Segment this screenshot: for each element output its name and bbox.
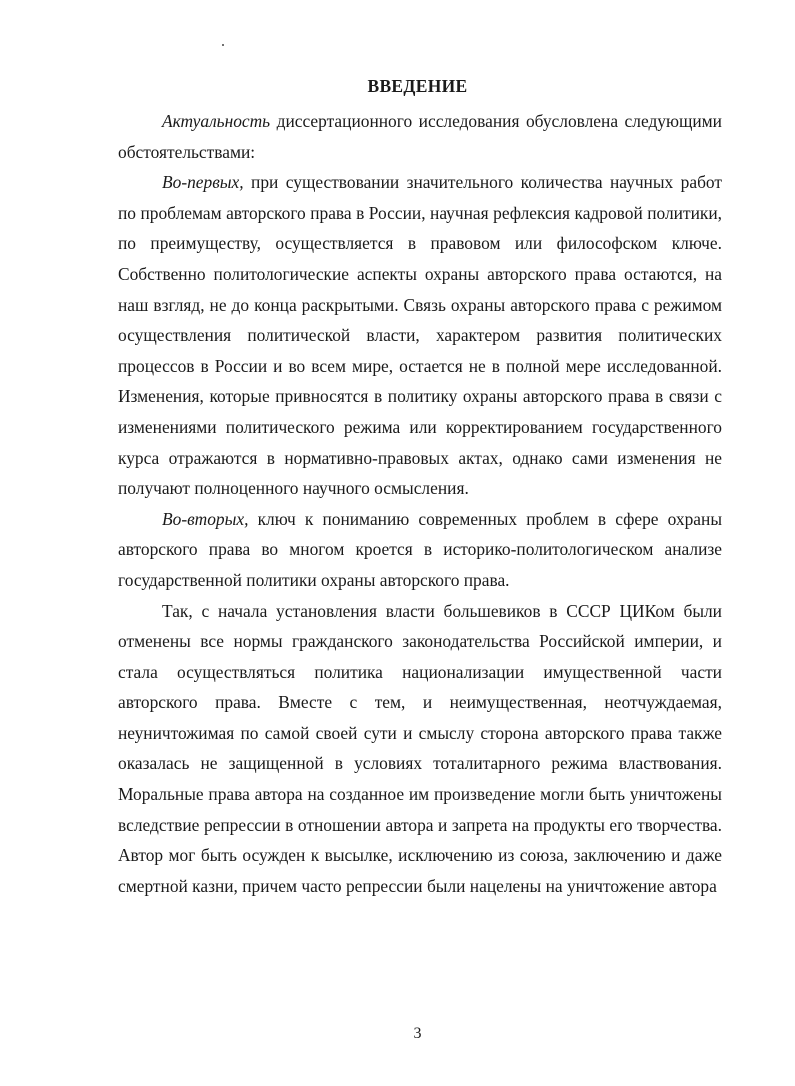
section-title: ВВЕДЕНИЕ — [367, 76, 468, 96]
body-text — [118, 106, 722, 901]
paragraph-text: ключ к пониманию современных проблем в сфере охраны авторского права во многом кроется в историко-политологическом анализе государственной политики охраны авторского права. — [118, 508, 722, 590]
page-number: 3 — [413, 1025, 422, 1042]
paragraph-text: при существовании значительного количества научных работ по проблемам авторского права в России, научная рефлексия кадровой политики, по преимуществу, осуществляется в правовом или философском ключе. Собственно политологические аспекты охраны авторского права остаются, на наш взгляд, не до конца раскрытыми. Связь охраны авторского права с режимом осуществления политической власти, характером развития политических процессов в России и во всем мире, остается не в полной мере исследованной. Изменения, которые привносятся в политику охраны авторского права в связи с изменениями политического режима или корректированием государственного курса отражаются в нормативно-правовых актах, однако сами изменения не получают полноценного научного осмысления. — [118, 172, 722, 499]
paragraph-firstly — [118, 167, 722, 504]
paragraph-history — [118, 596, 722, 902]
paragraph-text: Так, с начала установления власти большевиков в СССР ЦИКом были отменены все нормы гражданского законодательства Российской империи, и стала осуществляться политика национализации имущественной части авторского права. Вместе с тем, и неимущественная, неотчуждаемая, неуничтожимая по самой своей сути и смыслу сторона авторского права также оказалась не защищенной в условиях тоталитарного режима властвования. Моральные права автора на созданное им произведение могли быть уничтожены вследствие репрессии в отношении автора и запрета на продукты его творчества. Автор мог быть осужден к высылке, исключению из союза, заключению и даже смертной казни, причем часто репрессии были нацелены на уничтожение автора — [118, 600, 722, 896]
paragraph-relevance — [118, 106, 722, 167]
paragraph-text: диссертационного исследования обусловлена следующими обстоятельствами: — [118, 111, 722, 162]
paragraph-secondly — [118, 504, 722, 596]
paragraph-lead: Во-вторых, — [162, 508, 249, 529]
scan-speck — [222, 44, 224, 46]
paragraph-lead: Во-первых, — [162, 172, 244, 193]
paragraph-lead: Актуальность — [162, 111, 271, 131]
